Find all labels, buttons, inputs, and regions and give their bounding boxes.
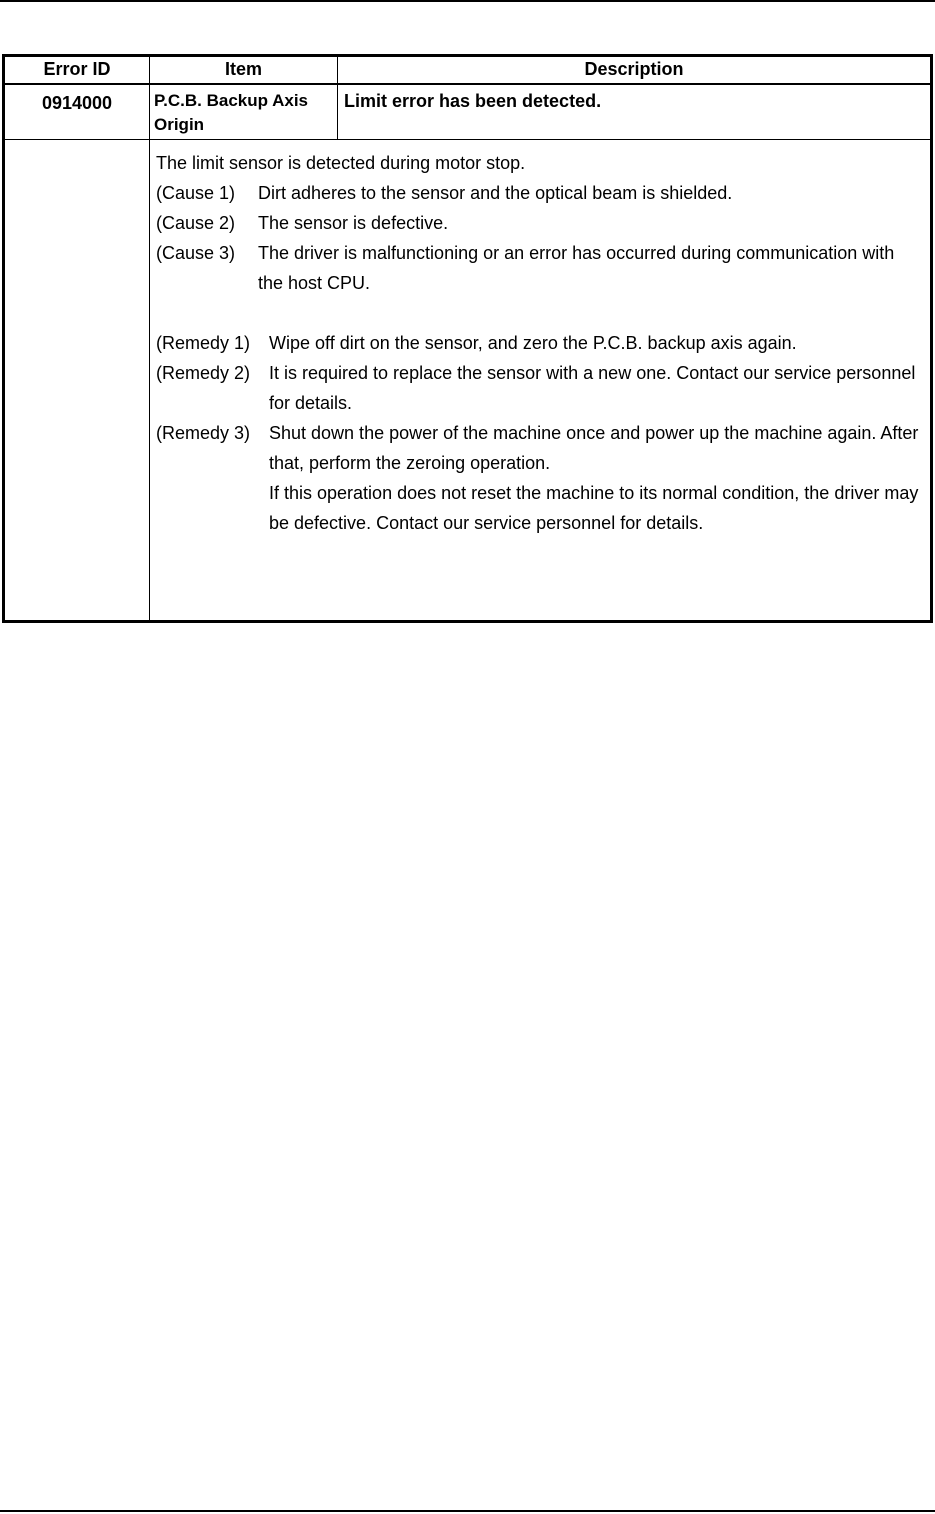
remedy-label: (Remedy 3): [156, 423, 251, 443]
header-description: Description: [338, 56, 932, 84]
cause-2: [156, 208, 924, 238]
cause-text: Dirt adheres to the sensor and the optical beam is shielded.: [258, 183, 733, 203]
table-row: [4, 84, 932, 140]
remedy-3-body: [269, 418, 924, 538]
error-table: [2, 54, 933, 623]
remedy-label: (Remedy 1): [156, 333, 251, 353]
cause-text: The driver is malfunctioning or an error has occurred during communication with the host CPU.: [258, 243, 895, 293]
remedy-text: Wipe off dirt on the sensor, and zero the P.C.B. backup axis again.: [269, 333, 797, 353]
remedy-extra-text: If this operation does not reset the machine to its normal condition, the driver may be defective. Contact our service personnel for details.: [269, 483, 919, 533]
detail-cell: [150, 140, 932, 622]
remedy-text: Shut down the power of the machine once and power up the machine again. After that, perform the zeroing operation.: [269, 423, 919, 473]
description-cell: Limit error has been detected.: [338, 84, 932, 140]
header-row: [4, 56, 932, 84]
cause-label: (Cause 1): [156, 183, 236, 203]
top-rule: [0, 0, 935, 2]
intro-text: The limit sensor is detected during motor stop.: [156, 153, 526, 173]
cause-1: [156, 178, 924, 208]
remedy-2: [156, 358, 924, 418]
remedy-3: [156, 418, 924, 538]
remedy-label: (Remedy 2): [156, 363, 251, 383]
bottom-rule: [0, 1510, 935, 1512]
header-error-id: Error ID: [4, 56, 150, 84]
error-id-cell: 0914000: [4, 84, 150, 140]
remedy-1: [156, 328, 924, 358]
detail-empty-cell: [4, 140, 150, 622]
cause-label: (Cause 3): [156, 243, 236, 263]
remedy-text: It is required to replace the sensor with a new one. Contact our service personnel for details.: [269, 363, 916, 413]
item-cell: P.C.B. Backup Axis Origin: [150, 84, 338, 140]
detail-row: [4, 140, 932, 622]
cause-label: (Cause 2): [156, 213, 236, 233]
cause-3: [156, 238, 924, 298]
cause-text: The sensor is defective.: [258, 213, 449, 233]
header-item: Item: [150, 56, 338, 84]
